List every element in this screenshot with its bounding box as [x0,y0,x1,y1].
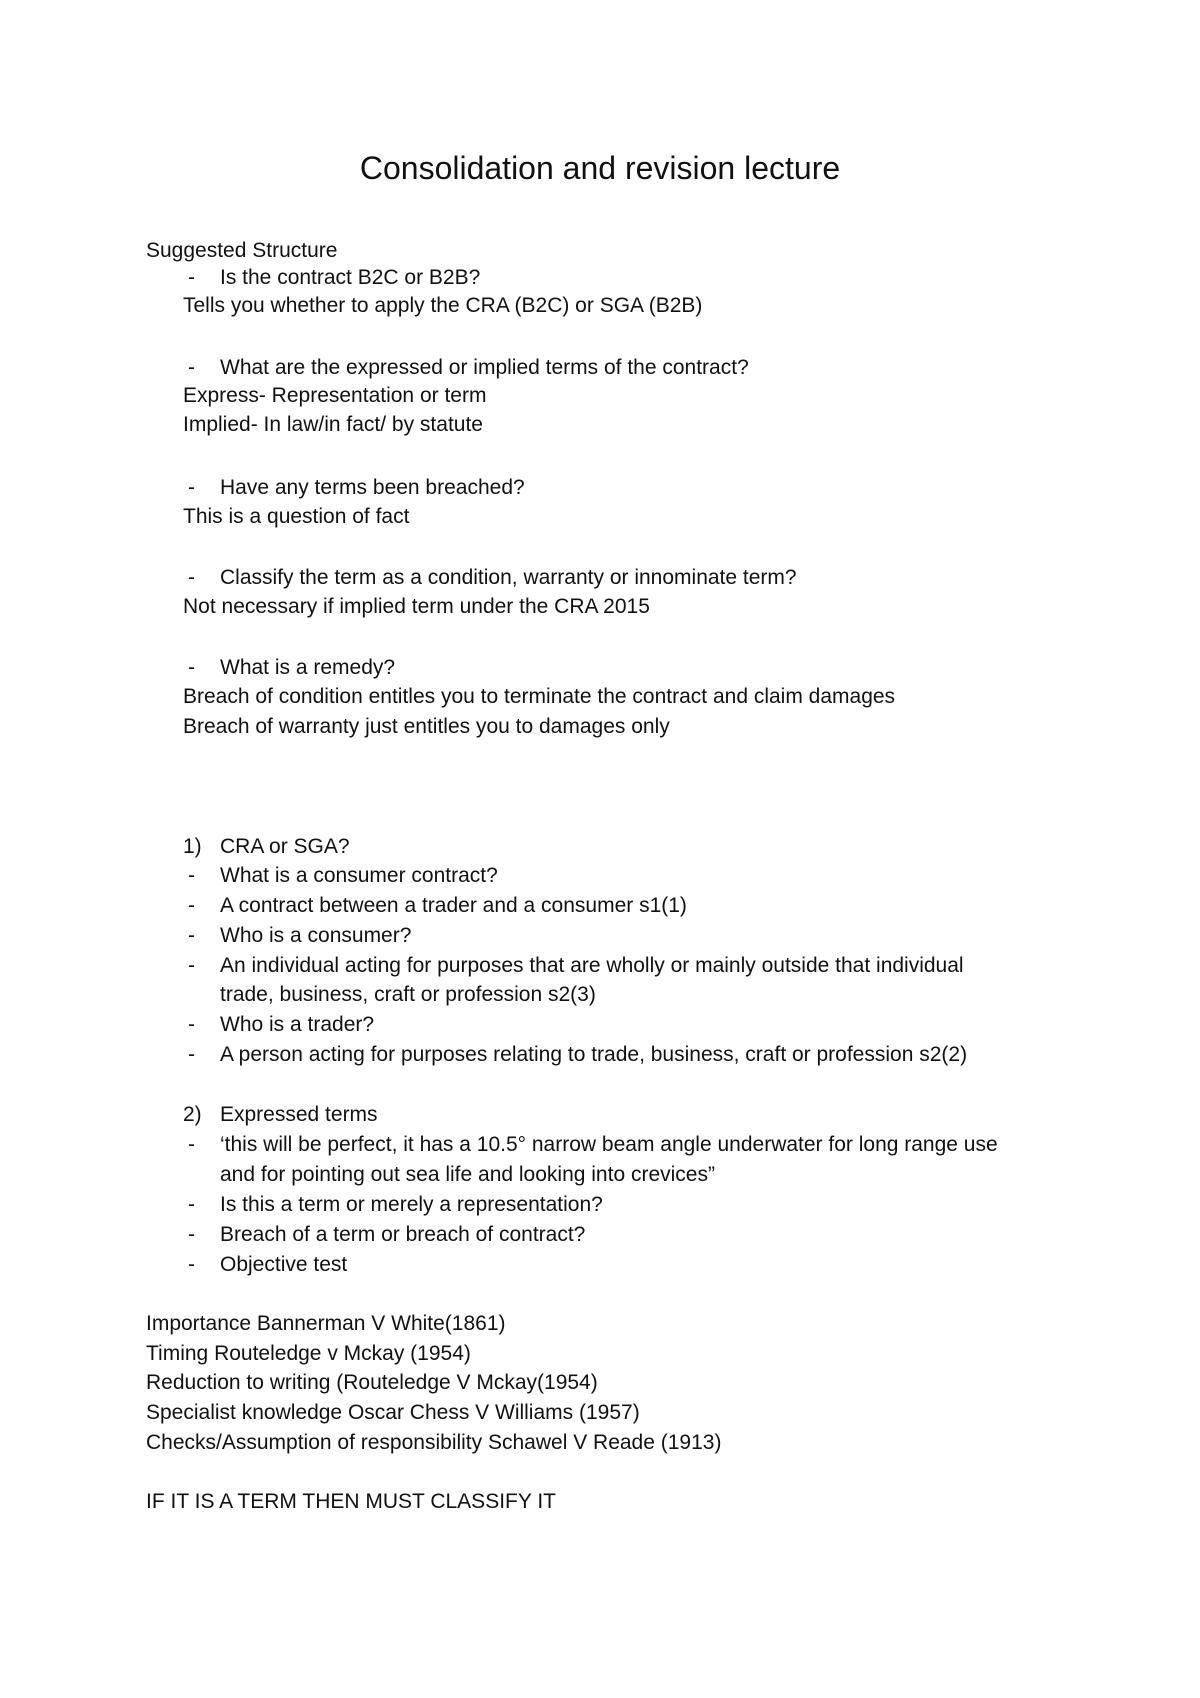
question-terms: What are the expressed or implied terms of the contract? [220,356,749,379]
bullet-dash: - [188,656,195,679]
answer-express: Express- Representation or term [183,384,487,407]
bullet-dash: - [188,356,195,379]
bullet-dash: - [188,566,195,589]
page-title: Consolidation and revision lecture [359,150,841,186]
list-item: ‘this will be perfect, it has a 10.5° narrow beam angle underwater for long range use [220,1133,998,1156]
list-item: A person acting for purposes relating to trade, business, craft or profession s2(2) [220,1043,968,1066]
bullet-dash: - [188,476,195,499]
list-item: Who is a consumer? [220,924,412,947]
answer-b2c-b2b: Tells you whether to apply the CRA (B2C) or SGA (B2B) [183,294,703,317]
list-item-continuation: trade, business, craft or profession s2(3) [220,983,596,1006]
bullet-dash: - [188,266,195,289]
answer-remedy-warranty: Breach of warranty just entitles you to damages only [183,715,670,738]
list-item: A contract between a trader and a consumer s1(1) [220,894,687,917]
case-line: Importance Bannerman V White(1861) [146,1312,506,1335]
answer-breached: This is a question of fact [183,505,410,528]
bullet-dash: - [188,1193,195,1216]
bullet-dash: - [188,1013,195,1036]
bullet-dash: - [188,1043,195,1066]
question-breached: Have any terms been breached? [220,476,525,499]
case-line: Specialist knowledge Oscar Chess V Williams (1957) [146,1401,640,1424]
list-item: An individual acting for purposes that are wholly or mainly outside that individual [220,954,964,977]
section-1-heading: CRA or SGA? [220,835,350,858]
bullet-dash: - [188,924,195,947]
bullet-dash: - [188,864,195,887]
list-item: What is a consumer contract? [220,864,498,887]
closing-note: IF IT IS A TERM THEN MUST CLASSIFY IT [146,1490,556,1513]
bullet-dash: - [188,1223,195,1246]
list-item-continuation: and for pointing out sea life and looking into crevices” [220,1163,715,1186]
case-line: Checks/Assumption of responsibility Schawel V Reade (1913) [146,1431,722,1454]
list-item: Is this a term or merely a representation? [220,1193,603,1216]
case-line: Reduction to writing (Routeledge V Mckay(1954) [146,1371,598,1394]
list-item: Who is a trader? [220,1013,375,1036]
bullet-dash: - [188,1253,195,1276]
bullet-dash: - [188,954,195,977]
answer-classify: Not necessary if implied term under the CRA 2015 [183,595,650,618]
question-b2c-b2b: Is the contract B2C or B2B? [220,266,481,289]
bullet-dash: - [188,894,195,917]
list-item: Breach of a term or breach of contract? [220,1223,586,1246]
suggested-structure-heading: Suggested Structure [146,239,338,262]
question-remedy: What is a remedy? [220,656,396,679]
case-line: Timing Routeledge v Mckay (1954) [146,1342,471,1365]
section-2-heading: Expressed terms [220,1103,378,1126]
answer-implied: Implied- In law/in fact/ by statute [183,413,483,436]
bullet-dash: - [188,1133,195,1156]
list-item: Objective test [220,1253,348,1276]
answer-remedy-condition: Breach of condition entitles you to terminate the contract and claim damages [183,685,896,708]
section-2-number: 2) [183,1103,202,1126]
section-1-number: 1) [183,835,202,858]
question-classify: Classify the term as a condition, warranty or innominate term? [220,566,797,589]
